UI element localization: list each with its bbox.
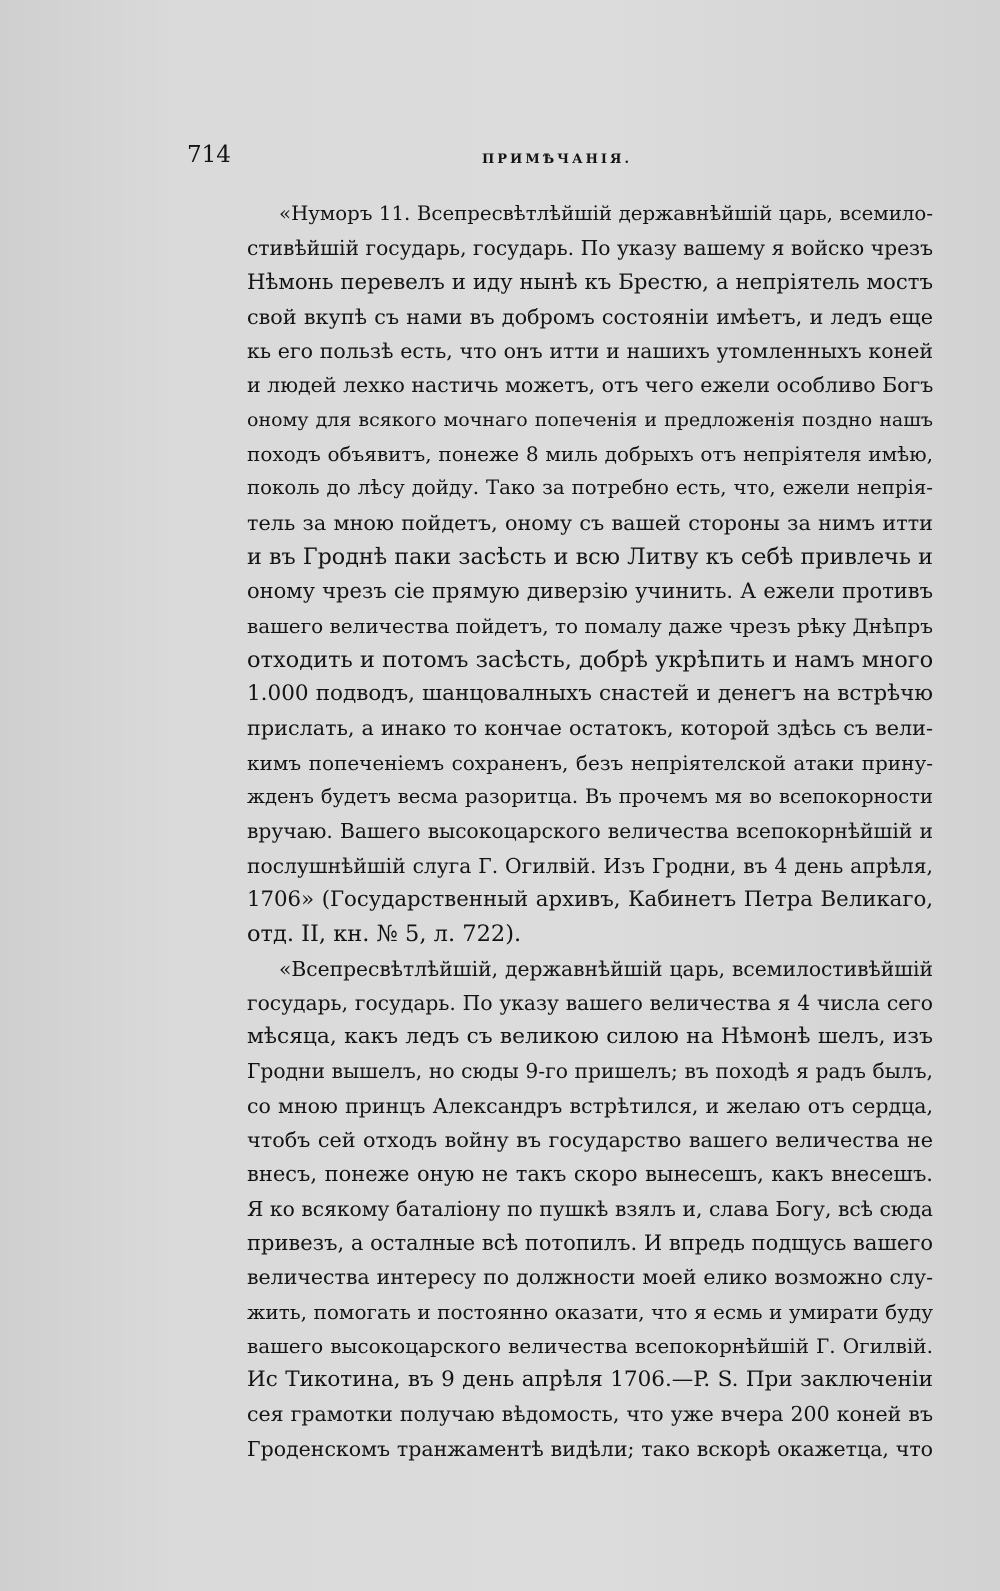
text-line: Гроденскомъ транжаментѣ видѣли; тако вскорѣ окажетца, что [247,1436,933,1461]
text-line: Нѣмонь перевелъ и иду нынѣ къ Брестю, а непріятель мостъ [247,269,933,295]
text-line: 1706» (Государственный архивъ, Кабинетъ Петра Великаго, [247,886,933,912]
text-line: жить, помогать и постоянно оказати, что я есмь и умирати буду [247,1299,933,1324]
text-line: вручаю. Вашего высокоцарского величества всепокорнѣйшій и [247,819,933,844]
text-line: и въ Гроднѣ паки засѣсть и всю Литву къ себѣ привлечь и [247,543,933,570]
text-line: Гродни вышелъ, но сюды 9-го пришелъ; въ походѣ я радъ былъ, [247,1059,933,1084]
text-line: стивѣйшій государь, государь. По указу вашему я войско чрезъ [247,236,933,261]
text-line: оному для всякого мочнаго попеченія и предложенія поздно нашъ [247,408,933,431]
text-line: отд. II, кн. № 5, л. 722). [247,921,522,948]
text-line: привезъ, а осталные всѣ потопилъ. И впредь подщусь вашего [247,1230,933,1255]
text-line: послушнѣйшій слуга Г. Огилвій. Изъ Гродни, въ 4 день апрѣля, [247,853,933,878]
text-line: Ис Тикотина, въ 9 день апрѣля 1706.—P. S. При заключеніи [247,1367,933,1393]
text-line: внесъ, понеже оную не такъ скоро вынесешъ, какъ внесешъ. [247,1162,933,1187]
text-line: «Нуморъ 11. Всепресвѣтлѣйшій державнѣйшій царь, всемило- [279,202,933,225]
text-line: тель за мною пойдетъ, оному съ вашей стороны за нимъ итти [247,510,933,535]
text-line: кимъ попеченіемъ сохраненъ, безъ непріятелской атаки прину- [247,750,933,775]
text-line: величества интересу по должности моей елико возможно слу- [247,1265,933,1290]
text-line: вашего величества пойдетъ, то помалу даже чрезъ рѣку Днѣпръ [247,613,933,638]
text-line: отходить и потомъ засѣсть, добрѣ укрѣпить и намъ много [247,646,934,673]
text-line: походъ объявитъ, понеже 8 миль добрыхъ отъ непріятеля имѣю, [247,442,933,467]
text-line: свой вкупѣ съ нами въ добромъ состояніи имѣетъ, и ледъ еще [247,304,933,329]
text-line: сея грамотки получаю вѣдомость, что уже вчера 200 коней въ [247,1402,933,1427]
text-line: оному чрезъ сіе прямую диверзію учинить. А ежели противъ [247,579,933,604]
text-line: и людей лехко настичь можетъ, отъ чего ежели особливо Богъ [247,373,934,398]
text-line: кь его пользѣ есть, что онъ итти и нашихъ утомленныхъ коней [247,339,933,364]
running-head: ПРИМѢЧАНІЯ. [482,152,632,167]
page-number: 714 [187,142,231,168]
text-line: прислать, а инако то кончае остатокъ, которой здѣсь съ вели- [247,716,933,741]
text-line: вашего высокоцарского величества всепокорнѣйшій Г. Огилвій. [247,1333,933,1358]
body-text [247,197,933,1466]
text-line: «Всепресвѣтлѣйшій, державнѣйшій царь, всемилостивѣйшій [279,956,933,981]
text-line: Я ко всякому баталіону по пушкѣ взялъ и, слава Богу, всѣ сюда [247,1196,933,1221]
text-line: жденъ будетъ весма разоритца. Въ прочемъ мя во всепокорности [247,785,933,809]
text-line: 1.000 подводъ, шанцовалныхъ снастей и денегъ на встрѣчю [247,681,933,707]
text-line: со мною принцъ Александръ встрѣтился, и желаю отъ сердца, [247,1093,933,1118]
text-line: поколь до лѣсу дойду. Тако за потребно есть, что, ежели непрія- [247,476,933,500]
text-line: государь, государь. По указу вашего величества я 4 числа сего [247,990,933,1015]
text-line: мѣсяца, какъ ледъ съ великою силою на Нѣмонѣ шелъ, изъ [247,1024,933,1050]
text-line: чтобъ сей отходъ войну въ государство вашего величества не [247,1128,933,1153]
